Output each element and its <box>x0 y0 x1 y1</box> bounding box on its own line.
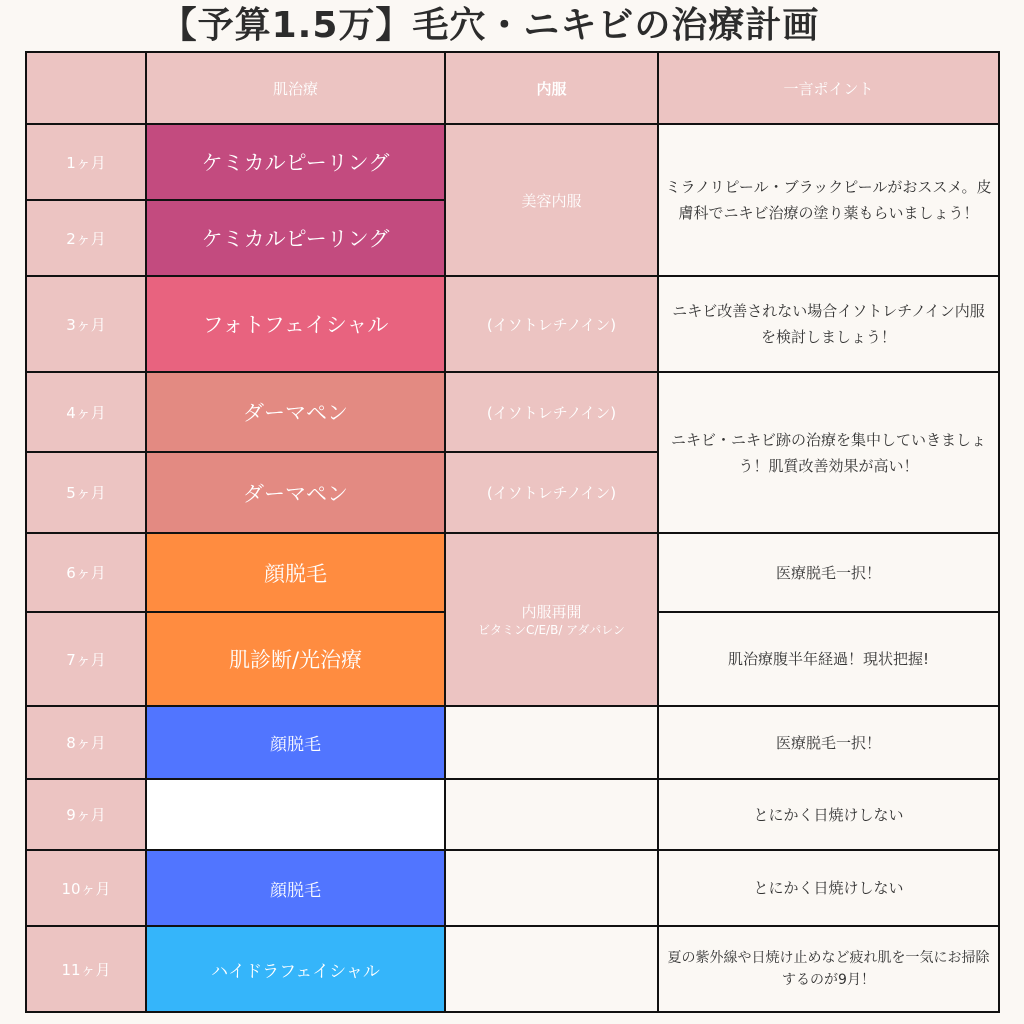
point-cell: ニキビ改善されない場合イソトレチノイン内服を検討しましょう！ <box>658 276 999 372</box>
oral-cell <box>445 779 658 850</box>
treatment-cell: ハイドラフェイシャル <box>146 926 445 1012</box>
month-label: 10ヶ月 <box>26 850 146 926</box>
treatment-cell <box>146 779 445 850</box>
point-cell: ミラノリピール・ブラックピールがおススメ。皮膚科でニキビ治療の塗り薬もらいましょう！ <box>658 124 999 276</box>
point-cell: とにかく日焼けしない <box>658 850 999 926</box>
treatment-plan-table <box>25 51 1000 1013</box>
treatment-cell: ケミカルピーリング <box>146 200 445 276</box>
oral-resume-detail: ビタミンC/E/B/ アダパレン <box>478 622 625 637</box>
treatment-cell: 顔脱毛 <box>146 533 445 612</box>
oral-cell: (イソトレチノイン) <box>445 372 658 452</box>
month-label: 1ヶ月 <box>26 124 146 200</box>
treatment-cell: ダーマペン <box>146 372 445 452</box>
month-label: 6ヶ月 <box>26 533 146 612</box>
month-label: 7ヶ月 <box>26 612 146 706</box>
table-row <box>26 779 999 850</box>
month-label: 9ヶ月 <box>26 779 146 850</box>
treatment-cell: 肌診断/光治療 <box>146 612 445 706</box>
oral-cell: 美容内服 <box>445 124 658 276</box>
table-row <box>26 926 999 1012</box>
month-label: 2ヶ月 <box>26 200 146 276</box>
treatment-cell: ケミカルピーリング <box>146 124 445 200</box>
point-cell: ニキビ・ニキビ跡の治療を集中していきましょう！肌質改善効果が高い！ <box>658 372 999 533</box>
month-label: 11ヶ月 <box>26 926 146 1012</box>
treatment-cell: 顔脱毛 <box>146 706 445 779</box>
point-cell: 医療脱毛一択！ <box>658 706 999 779</box>
page-title: 【予算1.5万】毛穴・ニキビの治療計画 <box>160 5 820 46</box>
table-row <box>26 706 999 779</box>
treatment-cell: 顔脱毛 <box>146 850 445 926</box>
table-row <box>26 533 999 612</box>
month-label: 8ヶ月 <box>26 706 146 779</box>
month-label: 3ヶ月 <box>26 276 146 372</box>
oral-cell <box>445 706 658 779</box>
table-row <box>26 276 999 372</box>
header-blank <box>26 52 146 124</box>
oral-resume: 内服再開 <box>521 602 582 621</box>
header-row <box>26 52 999 124</box>
month-label: 4ヶ月 <box>26 372 146 452</box>
oral-cell: (イソトレチノイン) <box>445 276 658 372</box>
point-cell: とにかく日焼けしない <box>658 779 999 850</box>
header-treatment: 肌治療 <box>146 52 445 124</box>
point-cell: 肌治療腹半年経過！現状把握! <box>658 612 999 706</box>
oral-cell: (イソトレチノイン) <box>445 452 658 533</box>
point-cell: 夏の紫外線や日焼け止めなど疲れ肌を一気にお掃除するのが9月！ <box>658 926 999 1012</box>
treatment-cell: ダーマペン <box>146 452 445 533</box>
table-row <box>26 372 999 452</box>
header-point: 一言ポイント <box>658 52 999 124</box>
table-row <box>26 850 999 926</box>
oral-cell <box>445 926 658 1012</box>
oral-cell <box>445 533 658 706</box>
month-label: 5ヶ月 <box>26 452 146 533</box>
table-row <box>26 124 999 200</box>
oral-cell <box>445 850 658 926</box>
point-cell: 医療脱毛一択！ <box>658 533 999 612</box>
header-oral: 内服 <box>445 52 658 124</box>
treatment-cell: フォトフェイシャル <box>146 276 445 372</box>
